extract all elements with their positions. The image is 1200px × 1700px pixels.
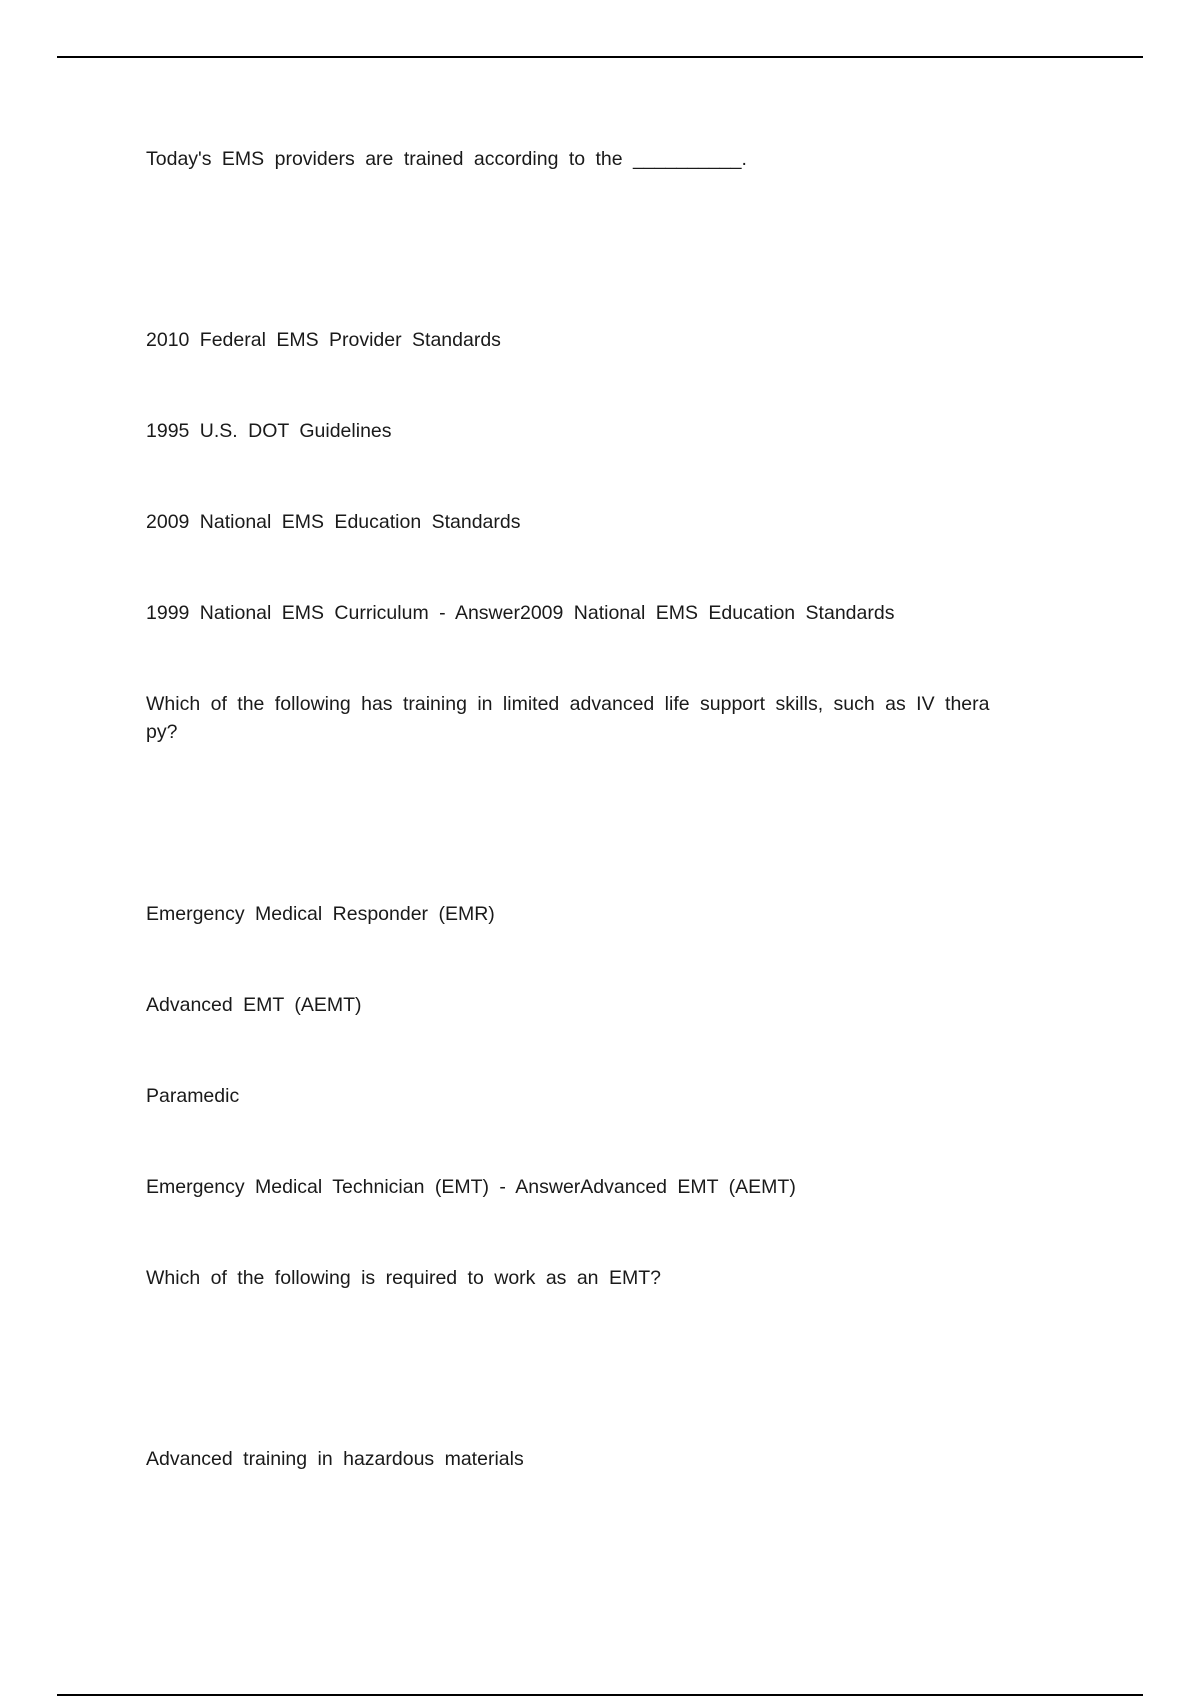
footer-rule xyxy=(57,1694,1143,1696)
question-2-line-2: py? xyxy=(146,721,178,743)
q2-option-1: Emergency Medical Responder (EMR) xyxy=(146,903,495,925)
header-rule xyxy=(57,56,1143,58)
q3-option-1: Advanced training in hazardous materials xyxy=(146,1448,524,1470)
q2-option-3: Paramedic xyxy=(146,1085,240,1107)
question-3: Which of the following is required to work as an EMT? xyxy=(146,1267,661,1289)
q1-option-3: 2009 National EMS Education Standards xyxy=(146,511,521,533)
question-1: Today's EMS providers are trained according to the __________. xyxy=(146,148,747,170)
q1-option-2: 1995 U.S. DOT Guidelines xyxy=(146,420,392,442)
question-2-line-1: Which of the following has training in limited advanced life support skills, such as IV thera xyxy=(146,693,990,715)
q1-option-1: 2010 Federal EMS Provider Standards xyxy=(146,329,501,351)
q2-option-2: Advanced EMT (AEMT) xyxy=(146,994,362,1016)
q2-option-4-answer: Emergency Medical Technician (EMT) - AnswerAdvanced EMT (AEMT) xyxy=(146,1176,796,1198)
q1-option-4-answer: 1999 National EMS Curriculum - Answer2009 National EMS Education Standards xyxy=(146,602,895,624)
